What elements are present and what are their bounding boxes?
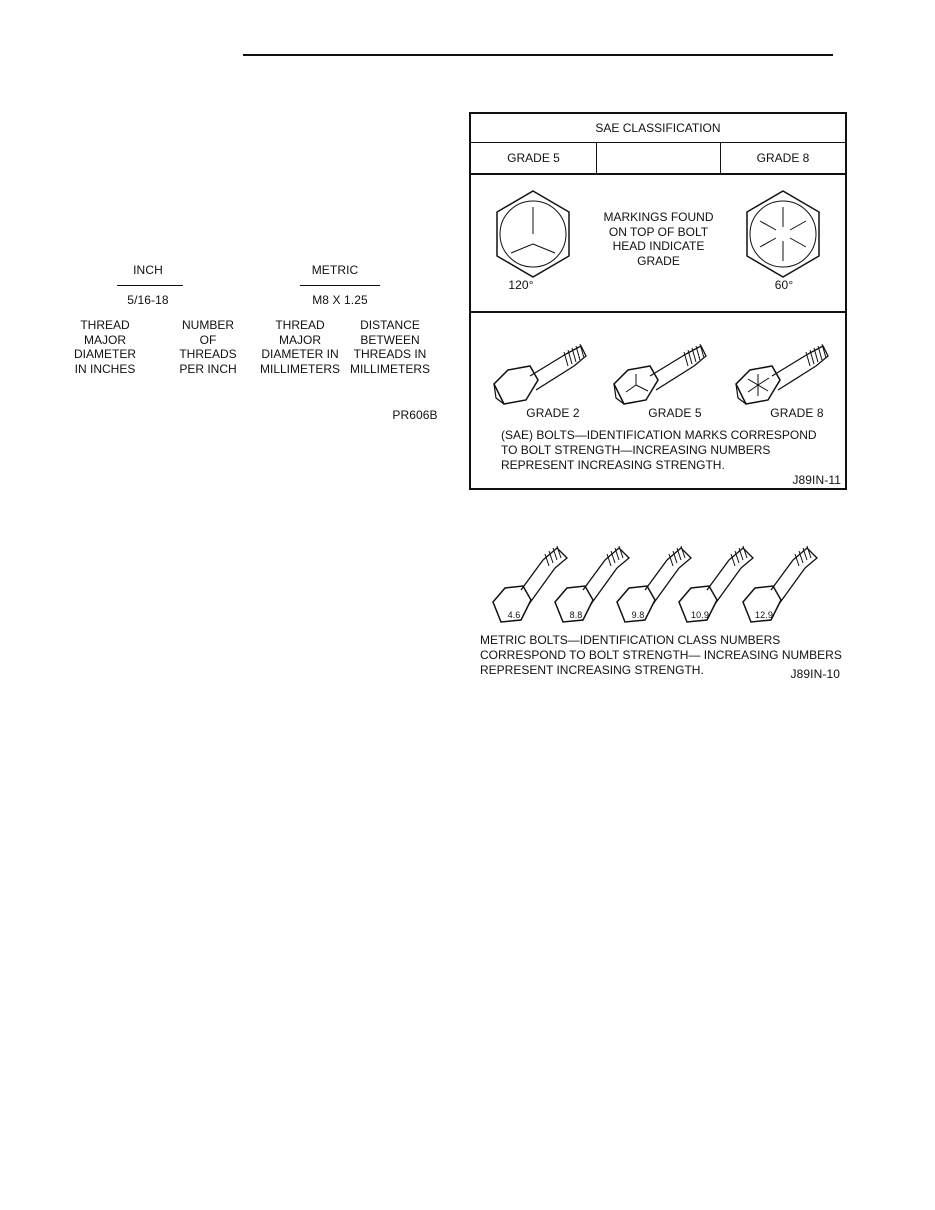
metric-header: METRIC xyxy=(311,263,359,277)
inch-example: 5/16-18 xyxy=(127,293,169,307)
sae-classification-box xyxy=(469,112,847,490)
bolt-label-grade2: GRADE 2 xyxy=(526,406,580,420)
metric-example: M8 X 1.25 xyxy=(312,293,368,307)
figure-id-j89in-11: J89IN-11 xyxy=(792,473,841,487)
angle-60-label: 60° xyxy=(774,278,794,292)
sae-divider-3 xyxy=(471,311,845,313)
metric-caption: METRIC BOLTS—IDENTIFICATION CLASS NUMBERS CORRESPOND TO BOLT STRENGTH— INCREASING NUMBERS REPRESENT INCREASING STRENGTH. xyxy=(480,633,842,677)
sae-caption: (SAE) BOLTS—IDENTIFICATION MARKS CORRESPOND TO BOLT STRENGTH—INCREASING NUMBERS REPRESENT INCREASING STRENGTH. xyxy=(501,428,817,472)
metric-class-4-6: 4.6 xyxy=(507,610,521,620)
metric-class-8-8: 8.8 xyxy=(569,610,583,620)
sae-grade-left: GRADE 5 xyxy=(507,151,560,165)
metric-class-9-8: 9.8 xyxy=(631,610,645,620)
metric-rule xyxy=(300,285,380,286)
metric-bolts-illustration xyxy=(485,540,835,630)
sae-title: SAE CLASSIFICATION xyxy=(595,121,721,135)
figure-id-pr606b: PR606B xyxy=(392,408,438,422)
column-thread-major-diameter-mm: THREAD MAJOR DIAMETER IN MILLIMETERS xyxy=(259,318,340,376)
hex-head-grade8-icon xyxy=(743,189,823,279)
bolt-grade2-icon xyxy=(494,344,586,404)
column-threads-per-inch: NUMBER OF THREADS PER INCH xyxy=(179,318,237,376)
column-distance-between-threads: DISTANCE BETWEEN THREADS IN MILLIMETERS xyxy=(349,318,430,376)
header-rule xyxy=(243,54,833,56)
sae-grade-middle xyxy=(597,143,720,173)
hex-head-grade5-icon xyxy=(493,189,573,279)
sae-divider-2 xyxy=(471,173,845,175)
bolt-grade8-icon xyxy=(736,344,828,404)
metric-class-12-9: 12.9 xyxy=(755,610,773,620)
bolt-grade5-icon xyxy=(614,344,706,404)
column-thread-major-diameter-inches: THREAD MAJOR DIAMETER IN INCHES xyxy=(73,318,136,376)
figure-id-j89in-10: J89IN-10 xyxy=(790,667,840,681)
sae-bolts-illustration xyxy=(486,336,836,414)
bolt-label-grade8: GRADE 8 xyxy=(770,406,824,420)
sae-grade-right: GRADE 8 xyxy=(756,151,810,165)
inch-rule xyxy=(117,285,183,286)
angle-120-label: 120° xyxy=(508,278,534,292)
markings-text: MARKINGS FOUND ON TOP OF BOLT HEAD INDICATE GRADE xyxy=(603,210,714,268)
inch-header: INCH xyxy=(133,263,163,277)
bolt-label-grade5: GRADE 5 xyxy=(648,406,702,420)
metric-class-10-9: 10.9 xyxy=(691,610,709,620)
